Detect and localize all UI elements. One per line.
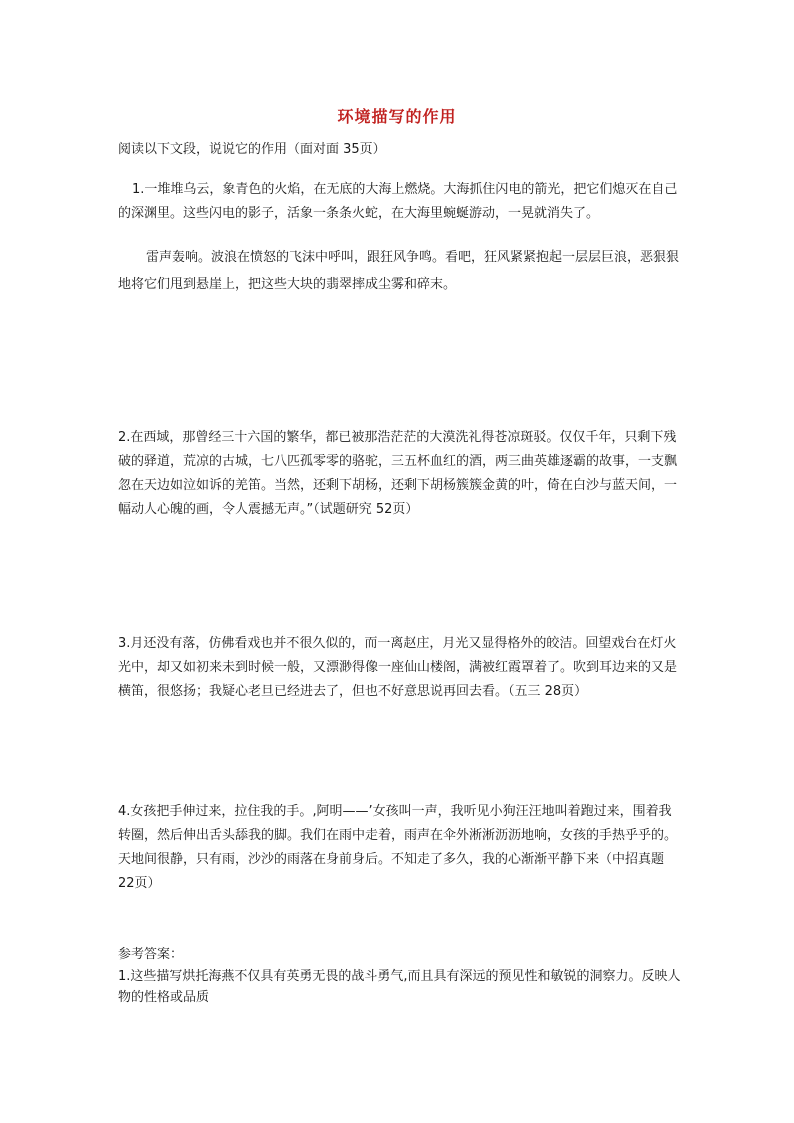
passage-4: 4.女孩把手伸过来，拉住我的手。‚阿明——’女孩叫一声，我听见小狗汪汪地叫着跑过来，围着我转圈，然后伸出舌头舔我的脚。我们在雨中走着，雨声在伞外淅淅沥沥地响，女孩的手热乎乎的。天地间很静，只有雨，沙沙的雨落在身前身后。不知走了多久，我的心渐渐平静下来（中招真题 22页） <box>118 804 678 891</box>
passage-2: 2.在西域，那曾经三十六国的繁华，都已被那浩茫茫的大漠洗礼得苍凉斑驳。仅仅千年，只剩下残破的驿道，荒凉的古城，七八匹孤零零的骆驼，三五杯血红的酒，两三曲英雄逐霸的故事，一支飘忽在天边如泣如诉的羌笛。当然，还剩下胡杨，还剩下胡杨簇簇金黄的叶，倚在白沙与蓝天间，一幅动人心魄的画，令人震撼无声。”（试题研究 52页） <box>118 430 678 517</box>
answers-heading: 参考答案： <box>118 947 184 962</box>
passage-3: 3.月还没有落，仿佛看戏也并不很久似的，而一离赵庄，月光又显得格外的皎洁。回望戏台在灯火光中，却又如初来未到时候一般，又漂渺得像一座仙山楼阁，满被红霞罩着了。吹到耳边来的又是横笛，很悠扬；我疑心老旦已经进去了，但也不好意思说再回去看。（五三 28页） <box>118 636 678 699</box>
passage-1: 1.一堆堆乌云，象青色的火焰，在无底的大海上燃烧。大海抓住闪电的箭光，把它们熄灭在自己的深渊里。这些闪电的影子，活象一条条火蛇，在大海里蜿蜒游动，一晃就消失了。 <box>118 182 678 221</box>
passage-1-continued: 雷声轰响。波浪在愤怒的飞沫中呼叫，跟狂风争鸣。看吧，狂风紧紧抱起一层层巨浪，恶狠狠地将它们甩到悬崖上，把这些大块的翡翠摔成尘雾和碎末。 <box>118 250 680 292</box>
answer-1: 1.这些描写烘托海燕不仅具有英勇无畏的战斗勇气,而且具有深远的预见性和敏锐的洞察力。反映人物的性格或品质 <box>118 969 681 1005</box>
document-title: 环境描写的作用 <box>337 107 457 126</box>
instruction-text: 阅读以下文段，说说它的作用（面对面 35页） <box>118 142 386 157</box>
